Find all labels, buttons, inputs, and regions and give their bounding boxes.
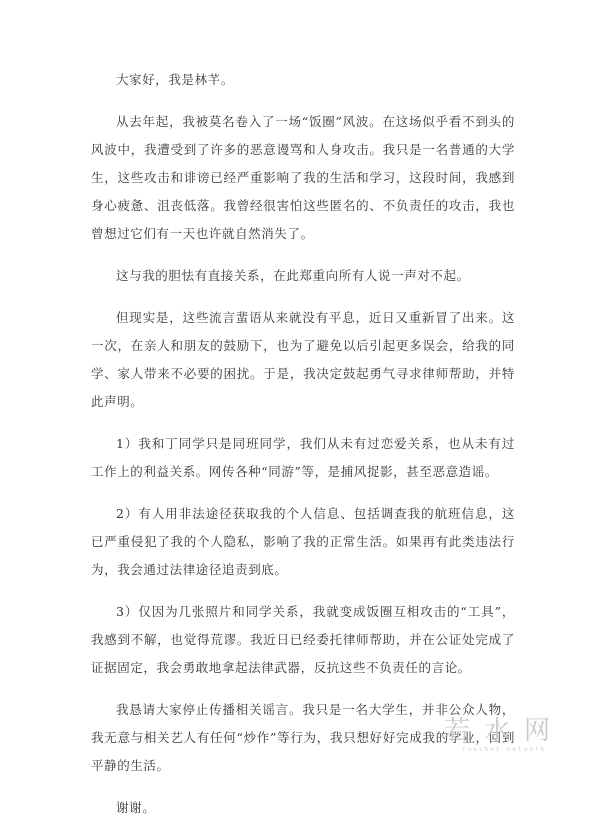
paragraph-gap [91, 290, 515, 304]
paragraph-gap [91, 584, 515, 598]
paragraph-background: 从去年起，我被莫名卷入了一场“饭圈”风波。在这场似乎看不到头的风波中，我遭受到了许多的恶意谩骂和人身攻击。我只是一名普通的大学生，这些攻击和诽谤已经严重影响了我的生活和学习，这段时间，我感到身心疲惫、沮丧低落。我曾经很害怕这些匿名的、不负责任的攻击，我也曾想过它们有一天也许就自然消失了。 [91, 114, 515, 241]
paragraph-gap [91, 94, 515, 108]
paragraph-gap [91, 780, 515, 794]
paragraph-point-2: 2）有人用非法途径获取我的个人信息、包括调查我的航班信息，这已严重侵犯了我的个人隐私，影响了我的正常生活。如果再有此类违法行为，我会通过法律途径追责到底。 [91, 506, 515, 577]
paragraph-point-1: 1）我和丁同学只是同班同学，我们从未有过恋爱关系，也从未有过工作上的利益关系。网传各种“同游”等，是捕风捉影，甚至恶意造谣。 [91, 436, 515, 479]
site-watermark [434, 717, 574, 761]
watermark-logo-text: 若水网 [443, 716, 564, 746]
paragraph-gap [91, 682, 515, 696]
paragraph-gap [91, 486, 515, 500]
paragraph-gap [91, 416, 515, 430]
paragraph-decision: 但现实是，这些流言蜚语从来就没有平息，近日又重新冒了出来。这一次，在亲人和朋友的鼓励下，也为了避免以后引起更多误会，给我的同学、家人带来不必要的困扰。于是，我决定鼓起勇气寻求律师帮助，并特此声明。 [91, 310, 515, 409]
paragraph-thanks: 谢谢。 [116, 800, 156, 815]
paragraph-request: 我恳请大家停止传播相关谣言。我只是一名大学生，并非公众人物，我无意与相关艺人有任何“炒作”等行为，我只想好好完成我的学业，回到平静的生活。 [91, 702, 515, 773]
watermark-subtext: ruoshui network [461, 746, 547, 753]
paragraph-greeting: 大家好，我是林芊。 [116, 72, 234, 87]
statement-body [91, 66, 515, 822]
paragraph-apology: 这与我的胆怯有直接关系，在此郑重向所有人说一声对不起。 [116, 268, 470, 283]
paragraph-gap [91, 248, 515, 262]
paragraph-point-3: 3）仅因为几张照片和同学关系，我就变成饭圈互相攻击的“工具”，我感到不解，也觉得荒谬。我近日已经委托律师帮助，并在公证处完成了证据固定，我会勇敢地拿起法律武器，反抗这些不负责任的言论。 [91, 604, 515, 675]
